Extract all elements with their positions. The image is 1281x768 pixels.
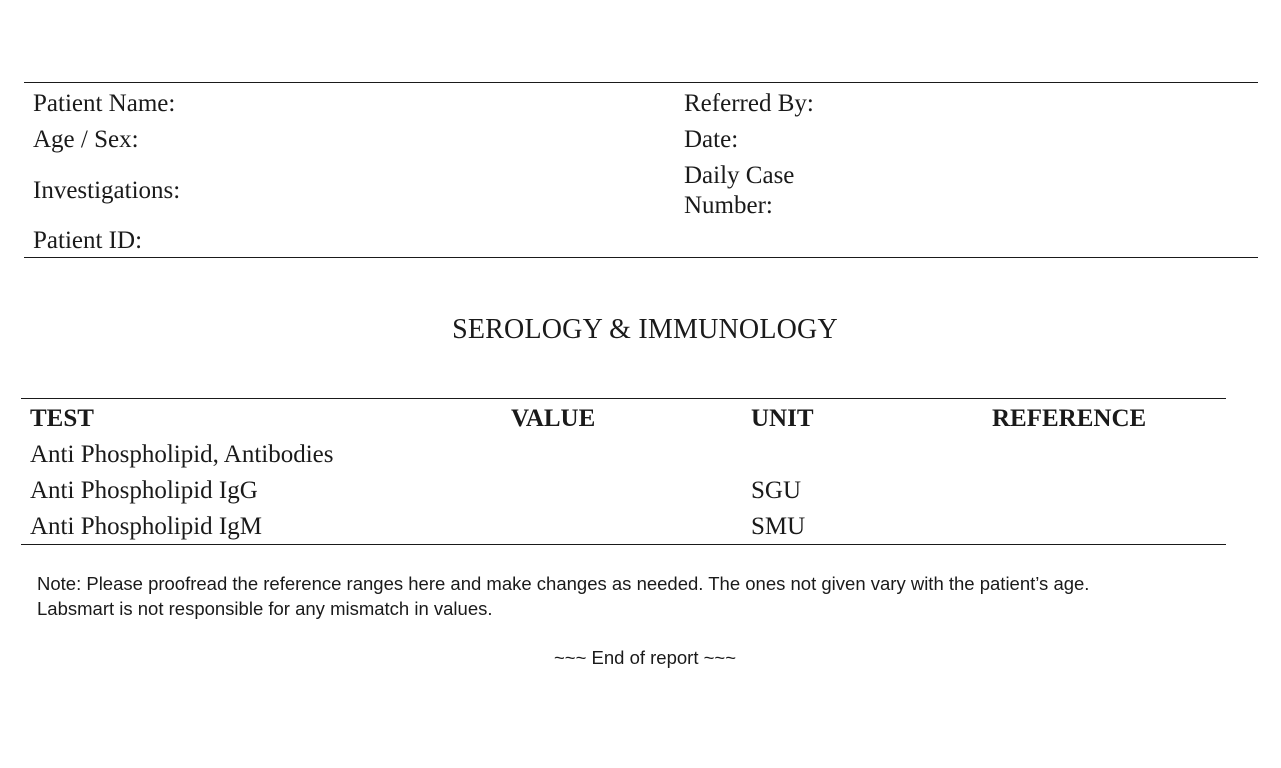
table-row — [0, 440, 1281, 476]
table-row — [0, 512, 1281, 548]
patient-name-label: Patient Name: — [33, 90, 176, 117]
test-name-cell: Anti Phospholipid IgG — [30, 477, 258, 504]
patient-id-label: Patient ID: — [33, 227, 143, 254]
column-header-reference: REFERENCE — [992, 405, 1147, 432]
column-header-test: TEST — [30, 405, 94, 432]
test-name-cell: Anti Phospholipid, Antibodies — [30, 441, 334, 468]
daily-case-number-label: Daily Case Number: — [684, 162, 795, 219]
unit-cell: SGU — [751, 477, 802, 504]
section-title: SEROLOGY & IMMUNOLOGY — [452, 314, 838, 345]
age-sex-label: Age / Sex: — [33, 126, 139, 153]
disclaimer-note — [37, 571, 1237, 621]
end-of-report-marker: ~~~ End of report ~~~ — [553, 647, 737, 668]
test-name-cell: Anti Phospholipid IgM — [30, 513, 262, 540]
disclaimer-line-2: Labsmart is not responsible for any mismatch in values. — [37, 598, 493, 619]
table-row — [0, 476, 1281, 512]
date-label: Date: — [684, 126, 739, 153]
header-bottom-divider — [24, 257, 1258, 258]
investigations-label: Investigations: — [33, 177, 181, 204]
unit-cell: SMU — [751, 513, 806, 540]
column-header-unit: UNIT — [751, 405, 814, 432]
disclaimer-line-1: Note: Please proofread the reference ranges here and make changes as needed. The ones not given vary with the patient’s age. — [37, 573, 1090, 594]
header-top-divider — [24, 82, 1258, 83]
table-bottom-divider — [21, 544, 1226, 545]
column-header-value: VALUE — [511, 405, 596, 432]
table-top-divider — [21, 398, 1226, 399]
referred-by-label: Referred By: — [684, 90, 814, 117]
